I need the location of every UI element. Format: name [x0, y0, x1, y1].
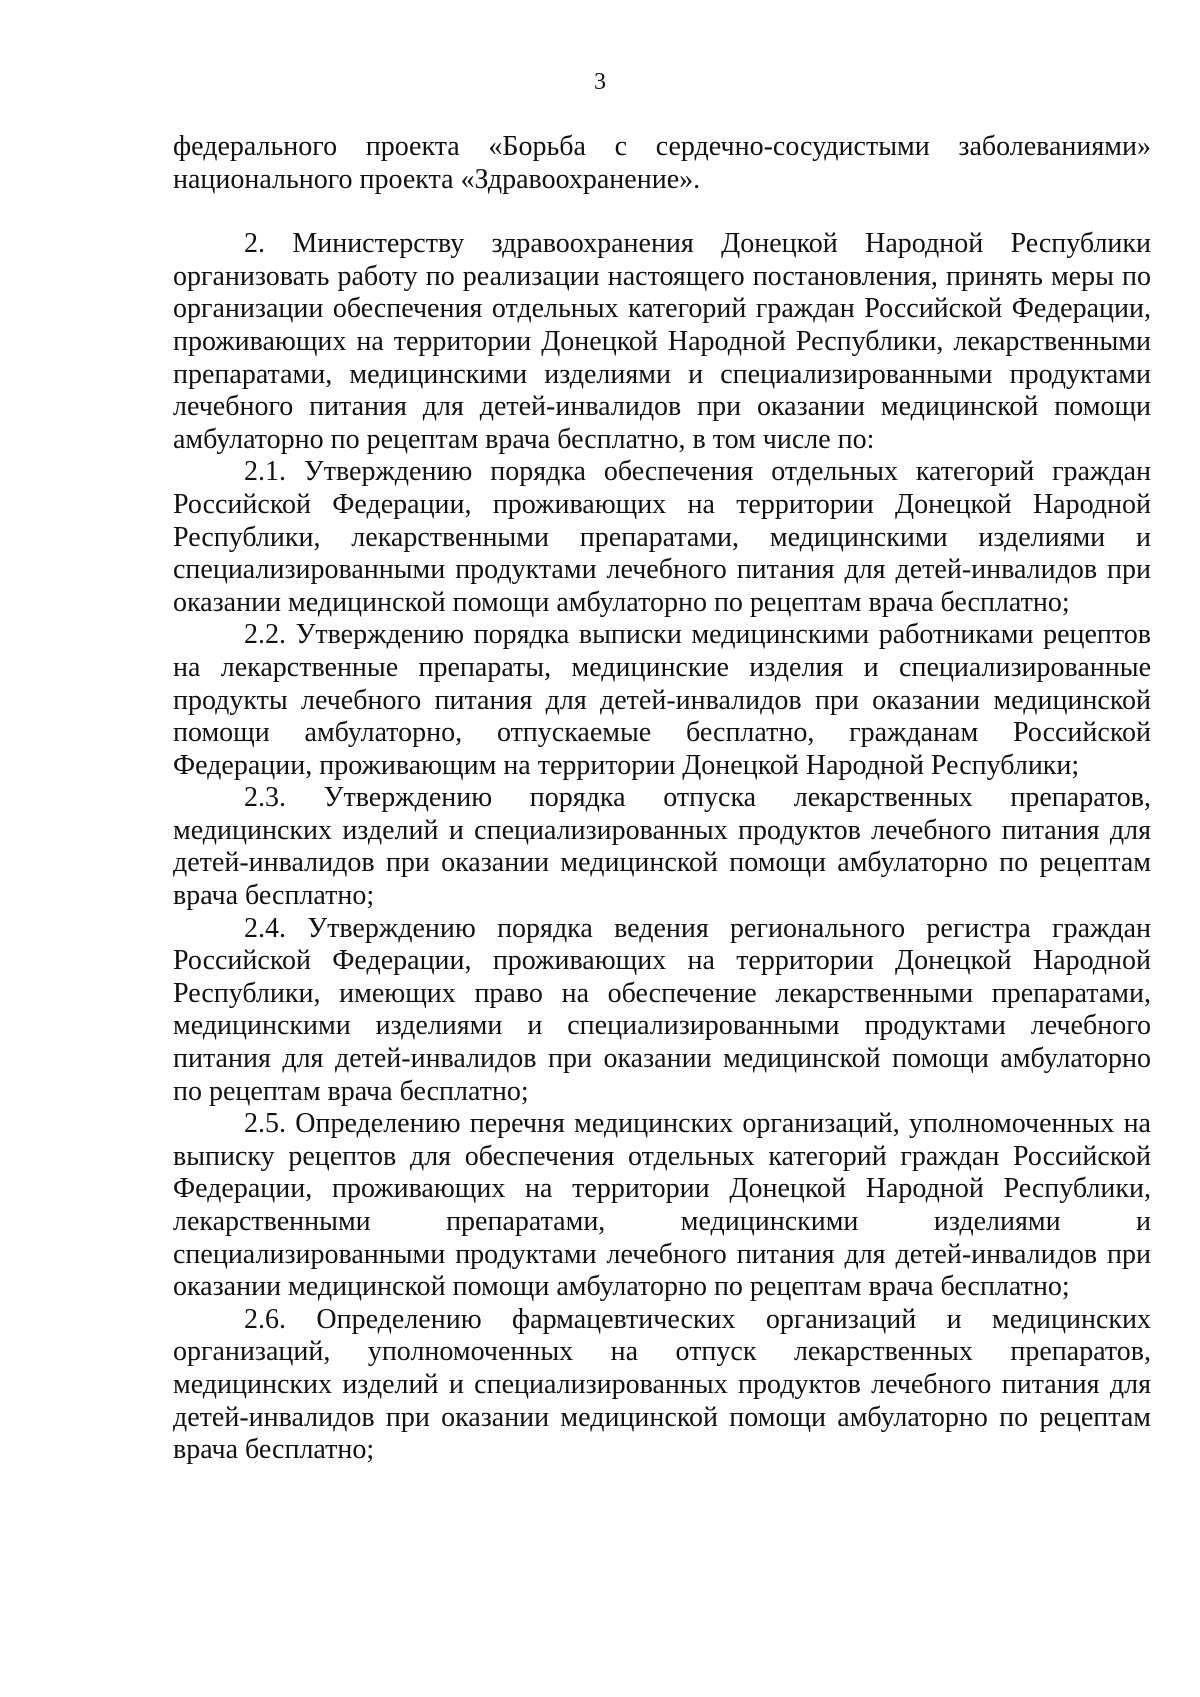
paragraph-item-2-1: 2.1. Утверждению порядка обеспечения отдельных категорий граждан Российской Федерации, проживающих на территории Донецкой Народной Республики, лекарственными препаратами, медицинскими изделиями и специализированными продуктами лечебного питания для детей-инвалидов при оказании медицинской помощи амбулаторно по рецептам врача бесплатно;: [173, 456, 1151, 618]
paragraph-item-2-6: 2.6. Определению фармацевтических организаций и медицинских организаций, уполномоченных на отпуск лекарственных препаратов, медицинских изделий и специализированных продуктов лечебного питания для детей-инвалидов при оказании медицинской помощи амбулаторно по рецептам врача бесплатно;: [173, 1303, 1151, 1466]
paragraph-item-2-3: 2.3. Утверждению порядка отпуска лекарственных препаратов, медицинских изделий и специализированных продуктов лечебного питания для детей-инвалидов при оказании медицинской помощи амбулаторно по рецептам врача бесплатно;: [173, 782, 1151, 912]
paragraph-item-2: 2. Министерству здравоохранения Донецкой Народной Республики организовать работу по реализации настоящего постановления, принять меры по организации обеспечения отдельных категорий граждан Российской Федерации, проживающих на территории Донецкой Народной Республики, лекарственными препаратами, медицинскими изделиями и специализированными продуктами лечебного питания для детей-инвалидов при оказании медицинской помощи амбулаторно по рецептам врача бесплатно, в том числе по:: [173, 228, 1151, 455]
document-body: [173, 131, 1151, 1467]
paragraph-item-2-5: 2.5. Определению перечня медицинских организаций, уполномоченных на выписку рецептов для обеспечения отдельных категорий граждан Российской Федерации, проживающих на территории Донецкой Народной Республики, лекарственными препаратами, медицинскими изделиями и специализированными продуктами лечебного питания для детей-инвалидов при оказании медицинской помощи амбулаторно по рецептам врача бесплатно;: [173, 1108, 1151, 1303]
paragraph-item-2-2: 2.2. Утверждению порядка выписки медицинскими работниками рецептов на лекарственные препараты, медицинские изделия и специализированные продукты лечебного питания для детей-инвалидов при оказании медицинской помощи амбулаторно, отпускаемые бесплатно, гражданам Российской Федерации, проживающим на территории Донецкой Народной Республики;: [173, 619, 1151, 781]
paragraph-item-2-4: 2.4. Утверждению порядка ведения регионального регистра граждан Российской Федерации, проживающих на территории Донецкой Народной Республики, имеющих право на обеспечение лекарственными препаратами, медицинскими изделиями и специализированными продуктами лечебного питания для детей-инвалидов при оказании медицинской помощи амбулаторно по рецептам врача бесплатно;: [173, 912, 1151, 1107]
paragraph-continuation: федерального проекта «Борьба с сердечно-сосудистыми заболеваниями» национального проекта «Здравоохранение».: [173, 131, 1151, 195]
page-number: 3: [594, 69, 606, 95]
